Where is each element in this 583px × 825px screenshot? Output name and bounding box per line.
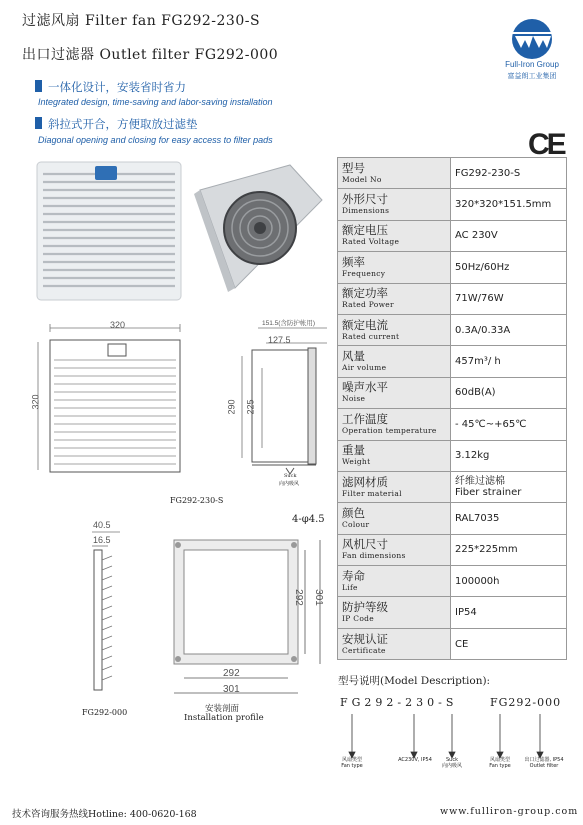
footer-hotline: 技术咨询服务热线Hotline: 400-0620-168: [12, 809, 197, 820]
spec-key: [338, 346, 451, 377]
spec-key-zh: 颜色: [342, 505, 365, 520]
spec-row: [338, 158, 567, 189]
spec-key-en: IP Code: [342, 614, 374, 624]
spec-value: 457m³/ h: [451, 346, 567, 377]
spec-key-zh: 寿命: [342, 568, 365, 583]
spec-row: [338, 409, 567, 440]
spec-key-zh: 防护等级: [342, 600, 388, 615]
spec-value: 100000h: [451, 566, 567, 597]
spec-value: CE: [451, 628, 567, 659]
footer-website[interactable]: www.fulliron-group.com: [440, 806, 579, 817]
spec-row: [338, 534, 567, 565]
spec-key: [338, 503, 451, 534]
spec-key-zh: 额定功率: [342, 286, 388, 301]
dim-16-5: 16.5: [93, 535, 111, 545]
note-fan-type: 风扇类型 Fan type: [341, 757, 363, 769]
profile-label-zh: 安装剖面: [205, 704, 240, 714]
dim-290: 290: [226, 399, 237, 415]
spec-row: [338, 377, 567, 408]
spec-key: [338, 158, 451, 189]
caption-fg292-000: FG292-000: [82, 708, 128, 717]
feature-1-desc: Integrated design, time-saving and labor-saving installation: [38, 97, 273, 107]
spec-row: [338, 252, 567, 283]
spec-key: [338, 534, 451, 565]
spec-key-zh: 噪声水平: [342, 380, 388, 395]
product-photo-front: [35, 160, 183, 302]
spec-key: [338, 314, 451, 345]
caption-fg292-230-s: FG292-230-S: [170, 496, 224, 505]
spec-key: [338, 440, 451, 471]
title-filter-fan: 过滤风扇 Filter fan FG292-230-S: [22, 13, 261, 29]
spec-key: [338, 283, 451, 314]
spec-key: [338, 471, 451, 502]
feature-2-desc: Diagonal opening and closing for easy access to filter pads: [38, 135, 273, 145]
spec-key-en: Rated Voltage: [342, 237, 400, 247]
spec-key-en: Colour: [342, 519, 370, 529]
spec-key-en: Air volume: [342, 363, 387, 373]
spec-row: [338, 597, 567, 628]
model-code-fan: FG292-230-S: [340, 696, 458, 709]
dim-holes: 4-φ4.5: [292, 514, 325, 525]
spec-key-en: Dimensions: [342, 206, 390, 216]
dim-depth-151: 151.5(含防护帐用): [262, 320, 316, 327]
product-photo-rear: [190, 160, 330, 295]
note-outlet-filter: 出口过滤器, IP54 Outlet filter: [524, 757, 564, 769]
spec-key-zh: 额定电流: [342, 317, 388, 332]
spec-row: [338, 189, 567, 220]
dim-height-320: 320: [30, 394, 41, 410]
feature-2-title: 斜拉式开合，方便取放过滤垫: [35, 116, 198, 132]
spec-key-zh: 工作温度: [342, 411, 388, 426]
spec-key: [338, 566, 451, 597]
profile-label-en: Installation profile: [184, 713, 264, 723]
dim-outer-height-301: 301: [312, 589, 324, 606]
spec-value: - 45℃~+65℃: [451, 409, 567, 440]
spec-value: FG292-230-S: [451, 158, 567, 189]
drawing-front-view: [28, 320, 188, 495]
spec-row: [338, 314, 567, 345]
spec-key-en: Noise: [342, 394, 366, 404]
spec-key-zh: 安规认证: [342, 631, 388, 646]
logo-name-en: Full-Iron Group: [505, 60, 559, 69]
spec-key-zh: 频率: [342, 254, 365, 269]
note-suck: Suck 向内吸风: [441, 757, 462, 769]
spec-key: [338, 409, 451, 440]
feature-1-title: 一体化设计，安装省时省力: [35, 79, 186, 95]
spec-key: [338, 189, 451, 220]
model-code-outlet: FG292-000: [490, 696, 562, 709]
spec-key-en: Rated Power: [342, 300, 394, 310]
spec-key-zh: 外形尺寸: [342, 192, 388, 207]
suck-label-en: Suck: [284, 473, 297, 479]
note-ac230v: AC230V, IP54: [398, 757, 432, 763]
bullet-icon: [35, 117, 42, 129]
spec-value: 225*225mm: [451, 534, 567, 565]
spec-key-zh: 风量: [342, 349, 365, 364]
drawing-installation-profile: [160, 530, 330, 708]
model-desc-title: 型号说明(Model Description):: [338, 675, 491, 687]
spec-value: 纤维过滤棉 Fiber strainer: [451, 471, 567, 502]
spec-value: AC 230V: [451, 220, 567, 251]
spec-key-zh: 额定电压: [342, 223, 388, 238]
spec-key-en: Weight: [342, 457, 371, 467]
spec-key-en: Certificate: [342, 645, 386, 655]
spec-value: IP54: [451, 597, 567, 628]
spec-value: 3.12kg: [451, 440, 567, 471]
drawing-outlet-side: [88, 520, 128, 698]
spec-row: [338, 440, 567, 471]
spec-row: [338, 566, 567, 597]
dim-outer-width-301: 301: [223, 684, 240, 695]
spec-row: [338, 220, 567, 251]
spec-key: [338, 628, 451, 659]
title-outlet-filter: 出口过滤器 Outlet filter FG292-000: [22, 47, 279, 63]
spec-value: 320*320*151.5mm: [451, 189, 567, 220]
spec-key-en: Operation temperature: [342, 425, 437, 435]
spec-key-zh: 型号: [342, 160, 365, 175]
ce-mark: CE: [528, 128, 564, 161]
spec-row: [338, 346, 567, 377]
spec-key-zh: 重量: [342, 443, 365, 458]
spec-value: 50Hz/60Hz: [451, 252, 567, 283]
spec-value: 60dB(A): [451, 377, 567, 408]
spec-key-en: Life: [342, 582, 358, 592]
spec-row: [338, 628, 567, 659]
bullet-icon: [35, 80, 42, 92]
spec-row: [338, 471, 567, 502]
suck-label-zh: 向内吸风: [279, 481, 300, 487]
spec-row: [338, 283, 567, 314]
spec-table: [337, 157, 567, 660]
spec-key-zh: 风机尺寸: [342, 537, 388, 552]
logo-name-zh: 富益朗工业集团: [507, 73, 557, 80]
dim-cut-width-292: 292: [223, 668, 240, 679]
spec-key: [338, 597, 451, 628]
spec-key-en: Frequency: [342, 268, 386, 278]
dim-225: 225: [245, 399, 256, 415]
spec-key-en: Filter material: [342, 488, 402, 498]
spec-value: RAL7035: [451, 503, 567, 534]
spec-row: [338, 503, 567, 534]
spec-key-en: Fan dimensions: [342, 551, 406, 561]
spec-key: [338, 252, 451, 283]
spec-key-en: Rated current: [342, 331, 400, 341]
dim-depth-127: 127.5: [268, 335, 291, 345]
dim-40-5: 40.5: [93, 520, 111, 530]
spec-value: 0.3A/0.33A: [451, 314, 567, 345]
dim-width-320: 320: [110, 320, 126, 330]
spec-value: 71W/76W: [451, 283, 567, 314]
spec-key-en: Model No: [342, 174, 382, 184]
company-logo: [503, 18, 561, 60]
spec-key: [338, 377, 451, 408]
spec-key: [338, 220, 451, 251]
note-fan-type-2: 风扇类型 Fan type: [489, 757, 511, 769]
dim-cut-height-292: 292: [292, 589, 304, 606]
spec-key-zh: 滤网材质: [342, 474, 388, 489]
